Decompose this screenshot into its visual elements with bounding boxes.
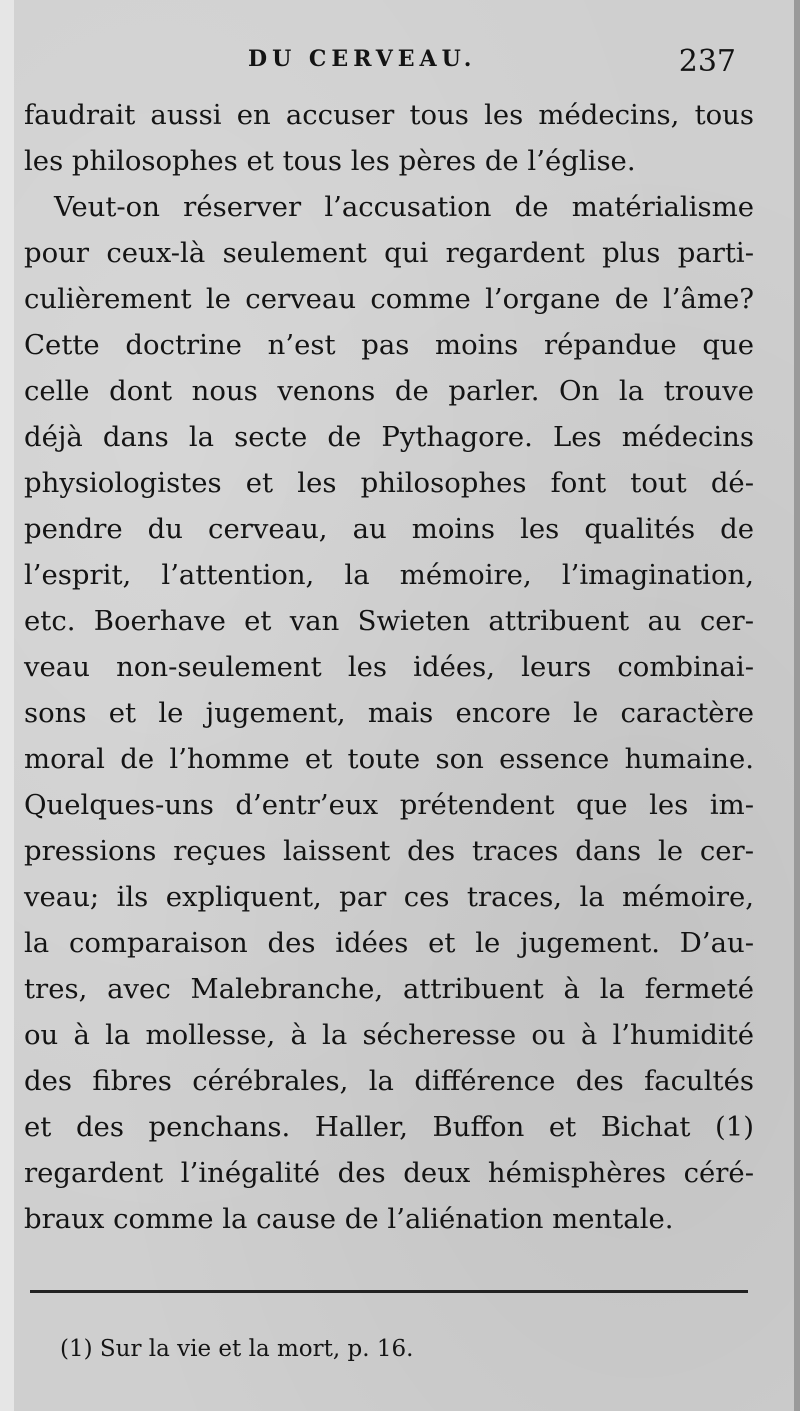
text-line: l’esprit, l’attention, la mémoire, l’imagination,	[24, 559, 754, 591]
text-line: culièrement le cerveau comme l’organe de l’âme?	[24, 283, 754, 315]
text-line: celle dont nous venons de parler. On la trouve	[24, 375, 754, 407]
text-line: déjà dans la secte de Pythagore. Les médecins	[24, 421, 754, 453]
text-line: ou à la mollesse, à la sécheresse ou à l’humidité	[24, 1019, 754, 1051]
body-text	[24, 92, 754, 1242]
text-line: Quelques-uns d’entr’eux prétendent que les im-	[24, 789, 754, 821]
text-line: pour ceux-là seulement qui regardent plus parti-	[24, 237, 754, 269]
text-line: et des penchans. Haller, Buffon et Bichat (1)	[24, 1111, 754, 1143]
text-line: veau; ils expliquent, par ces traces, la mémoire,	[24, 881, 754, 913]
text-line: moral de l’homme et toute son essence humaine.	[24, 743, 754, 775]
text-line: pendre du cerveau, au moins les qualités de	[24, 513, 754, 545]
text-line: physiologistes et les philosophes font tout dé-	[24, 467, 754, 499]
text-line: Cette doctrine n’est pas moins répandue que	[24, 329, 754, 361]
page-number: 237	[678, 44, 736, 79]
text-line: regardent l’inégalité des deux hémisphères céré-	[24, 1157, 754, 1189]
page-edge	[794, 0, 800, 1411]
footnote: (1) Sur la vie et la mort, p. 16.	[60, 1336, 414, 1362]
text-line: veau non-seulement les idées, leurs combinai-	[24, 651, 754, 683]
text-line: etc. Boerhave et van Swieten attribuent au cer-	[24, 605, 754, 637]
footnote-rule	[30, 1290, 748, 1293]
text-line: Veut-on réserver l’accusation de matérialisme	[54, 191, 754, 223]
text-line: sons et le jugement, mais encore le caractère	[24, 697, 754, 729]
text-line: les philosophes et tous les pères de l’église.	[24, 145, 636, 177]
text-line: faudrait aussi en accuser tous les médecins, tous	[24, 99, 754, 131]
text-line: braux comme la cause de l’aliénation mentale.	[24, 1203, 674, 1235]
running-head-title: DU CERVEAU.	[248, 46, 477, 72]
text-line: des fibres cérébrales, la différence des facultés	[24, 1065, 754, 1097]
running-head	[0, 44, 800, 84]
text-line: la comparaison des idées et le jugement. D’au-	[24, 927, 754, 959]
text-line: tres, avec Malebranche, attribuent à la fermeté	[24, 973, 754, 1005]
text-line: pressions reçues laissent des traces dans le cer-	[24, 835, 754, 867]
